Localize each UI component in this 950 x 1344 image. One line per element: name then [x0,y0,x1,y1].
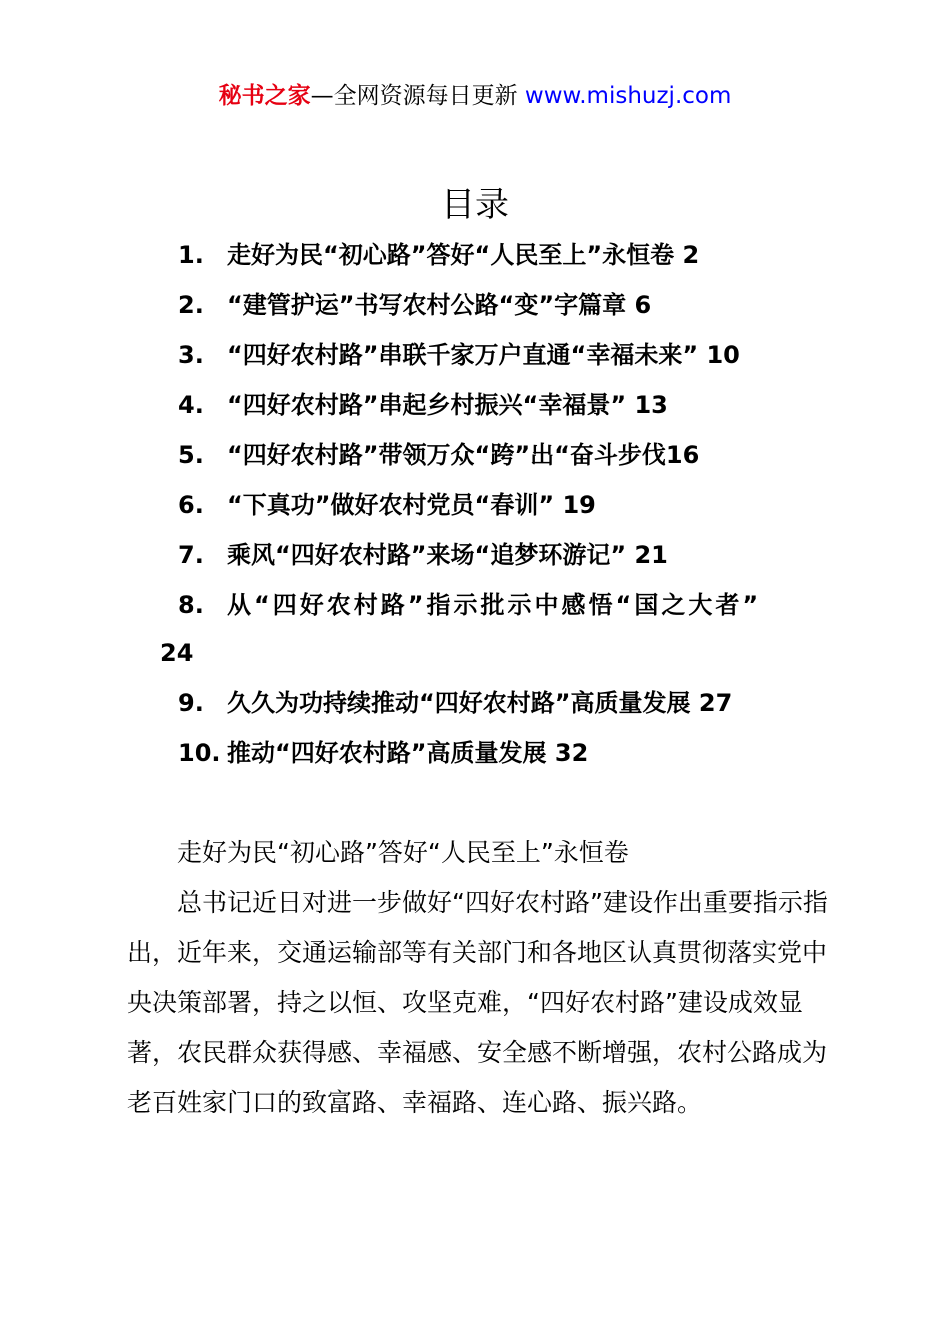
toc-item[interactable] [0,280,950,330]
toc-item-text: “建管护运”书写农村公路“变”字篇章 6 [227,291,652,319]
toc-item-page: 24 [160,639,194,667]
toc-item-text: 推动“四好农村路”高质量发展 32 [227,739,589,767]
toc-item-number: 2. [178,291,204,319]
toc-item-number: 1. [178,241,204,269]
toc-item[interactable] [0,530,950,580]
toc-item-number: 3. [178,341,204,369]
article-body [127,828,847,1128]
toc-item-number: 4. [178,391,204,419]
toc-item-number: 5. [178,441,204,469]
toc-item-text: “四好农村路”串联千家万户直通“幸福未来” 10 [227,341,740,369]
toc-item-number: 7. [178,541,204,569]
toc-item[interactable] [0,728,950,778]
toc-item-text: 乘风“四好农村路”来场“追梦环游记” 21 [227,541,668,569]
toc-item[interactable] [0,230,950,280]
toc-item[interactable] [0,678,950,728]
toc-title: 目录 [441,185,509,225]
toc-item-text: 从“四好农村路”指示批示中感悟“国之大者” [227,591,762,619]
toc-item-text: “下真功”做好农村党员“春训” 19 [227,491,596,519]
toc-item[interactable] [0,480,950,530]
brand-name: 秘书之家 [218,83,311,109]
toc-item-text: “四好农村路”串起乡村振兴“幸福景” 13 [227,391,668,419]
toc-item-text: 走好为民“初心路”答好“人民至上”永恒卷 2 [227,241,700,269]
toc-item-text: “四好农村路”带领万众“跨”出“奋斗步伐16 [227,441,700,469]
table-of-contents [0,230,950,778]
toc-item[interactable] [0,380,950,430]
toc-item-number: 6. [178,491,204,519]
toc-item-number: 10. [178,739,221,767]
site-header [0,80,950,112]
toc-item[interactable] [0,330,950,380]
toc-item-number: 9. [178,689,204,717]
article-paragraph: 总书记近日对进一步做好“四好农村路”建设作出重要指示指出，近年来，交通运输部等有关部门和各地区认真贯彻落实党中央决策部署，持之以恒、攻坚克难，“四好农村路”建设成效显著，农民群众获得感、幸福感、安全感不断增强，农村公路成为老百姓家门口的致富路、幸福路、连心路、振兴路。 [127,888,828,1117]
article-title: 走好为民“初心路”答好“人民至上”永恒卷 [177,838,629,867]
header-tagline: —全网资源每日更新 [310,83,525,109]
toc-item-text: 久久为功持续推动“四好农村路”高质量发展 27 [227,689,733,717]
toc-item-number: 8. [178,591,204,619]
toc-item[interactable] [0,430,950,480]
site-url-link[interactable]: www.mishuzj.com [524,83,732,109]
toc-item[interactable] [0,580,950,678]
